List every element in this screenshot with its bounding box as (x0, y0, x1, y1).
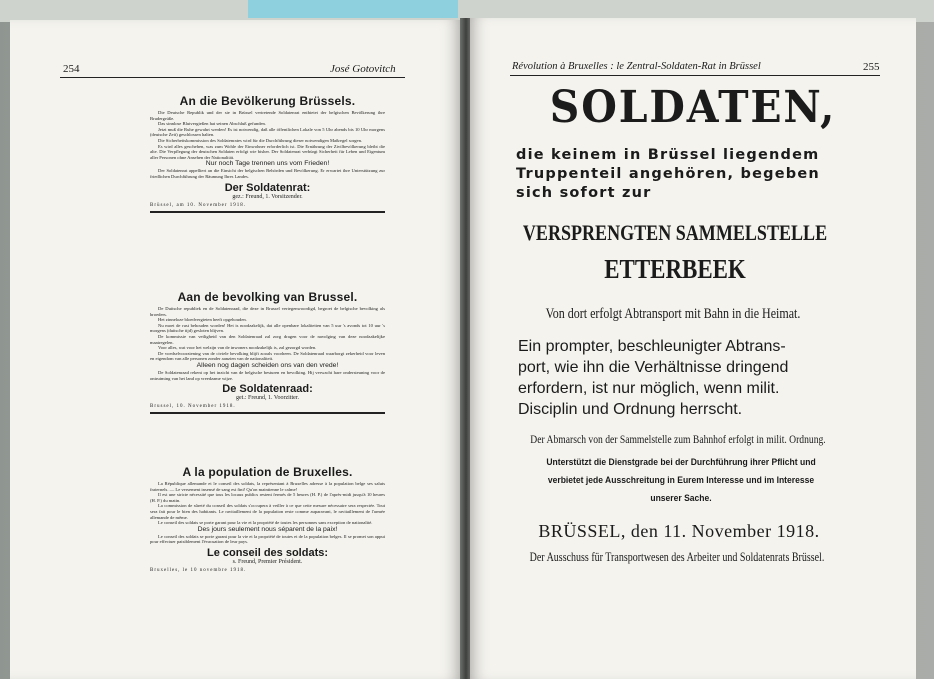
proclamation-body (150, 481, 385, 545)
proclamation-closing: De Soldatenraad rekent op het inzicht van de belgische besturen en bevolking. Hij verwacht hare ondersteuning voor de ontruiming van het land op vreedzame wijze. (150, 369, 385, 381)
proclamation-signature: Der Soldatenrat: (224, 181, 311, 194)
proclamation-title: Aan de bevolking van Brussel. (177, 290, 358, 304)
poster-committee-line: Der Ausschuss für Transportwesen des Arbeiter und Soldatenrats Brüssel. (529, 550, 825, 564)
poster-subtitle-line: Truppenteil angehören, begeben (516, 166, 820, 182)
poster-support-line: unserer Sache. (650, 493, 712, 504)
poster-place-line-2: ETTERBEEK (604, 254, 746, 284)
proclamation-separator (150, 211, 385, 213)
proclamation-paragraph: Het zinneloze bloedvergieten heeft opgehouden. (158, 317, 247, 323)
poster-transport-line: Von dort erfolgt Abtransport mit Bahn in die Heimat. (545, 306, 801, 322)
proclamation-paragraph: De Duitsche republiek en de Soldatenraad, die deze in Brussel vertegenwoordigd, begroet de belgische bevolking als broeders. (150, 306, 385, 317)
proclamation-paragraph: Le conseil des soldats se porte garant pour la vie et la propriété de toutes les personnes sans exception de nationalité. (158, 520, 373, 526)
right-page (470, 18, 916, 679)
proclamation-highlight: Alleen nog dagen scheiden ons van den vrede! (196, 361, 339, 369)
proclamation-title: An die Bevölkerung Brüssels. (179, 94, 356, 108)
proclamation-signatory: gez.: Freund, 1. Vorsitzender. (232, 193, 303, 200)
proclamation-highlight: Nur noch Tage trennen uns vom Frieden! (205, 160, 330, 168)
poster-title: SOLDATEN, (549, 82, 837, 133)
proclamation-place-date: Bruxelles, le 10 novembre 1918. (150, 567, 247, 573)
proclamation-signatory: s. Freund, Premier Président. (232, 558, 303, 565)
proclamation-closing: Le conseil des soldats se porte garant pour la vie et la propriété de toutes et de la population belges. Il se promet son appui pour effectuer paisiblement l'évacuation de leur pays. (150, 533, 385, 545)
left-header-rule (60, 77, 405, 78)
proclamation-paragraph: Voor alles, wat voor het welzijn van de inwoners noodzakelijk is, zal gezorgd worden. (158, 345, 317, 351)
proclamation-paragraph: Jetzt muß die Ruhe gewahrt werden! Es ist notwendig, daß alle öffentlichen Lokale von 5 Uhr abends bis 10 Uhr morgens (deutsche Zeit) geschlossen halten. (150, 126, 385, 138)
proclamation-paragraph: Nu moet de rust behouden worden! Het is noodzakelijk, dat alle openbare lokaliteiten van 5 uur 's avonds tot 10 uur 's morgens (duitsche tijd) gesloten blijven. (150, 322, 385, 334)
proclamation-paragraph: Es wird alles geschehen, was zum Wohle der Einwohner erforderlich ist. Die Ernährung der Zivilbevölkerung bleibt die alte. Die Verpflegung der deutschen Soldaten erfolgt wie bisher. Der Soldatenrat verbürgt Sicherheit für Leben und Eigentum aller Personen ohne Ansehen der Nationalität. (150, 143, 385, 160)
left-page-number: 254 (63, 63, 80, 75)
proclamation-paragraph: La commission de sûreté du conseil des soldats s'occupera à veiller à ce que cette mesure nécessaire sera respectée. Tout sera fait pour le bien des habitants. Le ravitaillement de la population reste comme auparavant, le ravitaillement de l'armée allemande de même. (150, 503, 385, 520)
poster-main-line: port, wie ihn die Verhältnisse dringend (518, 359, 789, 376)
right-running-head: Révolution à Bruxelles : le Zentral-Soldaten-Rat in Brüssel (512, 61, 761, 72)
proclamation-place-date: Brussel, 10. November 1918. (150, 404, 236, 410)
proclamation-body (150, 306, 385, 381)
proclamation-paragraph: De kommissie van veiligheid van den Soldatenraad zal zorg dragen voor de navolging van deze noodzakelijke maatregelen. (150, 333, 385, 345)
proclamation-signatory: get.: Freund, 1. Voorzitter. (236, 395, 299, 402)
proclamation-paragraph: Das sinnlose Blutvergießen hat seinen Abschluß gefunden. (158, 121, 266, 127)
proclamation-signature: De Soldatenraad: (222, 383, 313, 396)
proclamation-body (150, 110, 385, 180)
proclamation-paragraph: Die Sicherheitskommission des Soldatenrates wird für die Durchführung dieser notwendigen Maßregel sorgen. (158, 137, 363, 143)
poster-support-line: verbietet jede Ausschreitung in Eurem Interesse und im Interesse (547, 475, 815, 486)
poster-support-line: Unterstützt die Dienstgrade bei der Durchführung ihrer Pflicht und (546, 457, 816, 468)
poster-place-line-1: VERSPRENGTEN SAMMELSTELLE (522, 220, 828, 245)
proclamation-dutch (150, 290, 385, 414)
proclamation-title: A la population de Bruxelles. (182, 465, 353, 479)
proclamation-highlight: Des jours seulement nous séparent de la paix! (197, 525, 338, 533)
left-running-head: José Gotovitch (330, 63, 396, 75)
poster-subtitle-line: die keinem in Brüssel liegendem (516, 147, 820, 163)
proclamation-closing: Der Soldatenrat appelliert an die Einsicht der belgischen Behörden und Bevölkerung. Er erwartet ihre Unterstützung zur friedlichen Durchführung der Räumung Ihres Landes. (150, 168, 385, 179)
proclamation-paragraph: La République allemande et le conseil des soldats, la représentant à Bruxelles adresse à la population belge ses saluts fraternels. — Le versement insensé de sang est fini! Qu'on maintienne le calme! (150, 481, 385, 492)
poster-main-line: erfordern, ist nur möglich, wenn milit. (518, 380, 780, 397)
poster-main-line: Ein prompter, beschleunigter Abtrans- (518, 338, 786, 355)
right-page-number: 255 (863, 61, 880, 73)
poster-march-line: Der Abmarsch von der Sammelstelle zum Bahnhof erfolgt in milit. Ordnung. (530, 432, 826, 446)
poster-date-line: BRÜSSEL, den 11. November 1918. (538, 521, 820, 541)
proclamation-french (150, 465, 385, 573)
proclamation-paragraph: De voedselvoorziening van de civiele bevolking blijft zooals voorheen. De Soldatenraad waarborgt zekerheid voor leven en eigendom van alle personen zonder aanzien van de nationaliteit. (150, 350, 385, 362)
proclamation-place-date: Brüssel, am 10. November 1918. (150, 202, 246, 208)
poster-subtitle-line: sich sofort zur (516, 185, 652, 201)
proclamation-separator (150, 412, 385, 414)
proclamation-german (150, 94, 385, 213)
left-page (10, 20, 462, 679)
proclamation-paragraph: Il est une stricte nécessité que tous les locaux publics restent fermés de 5 heures (H. P.) de l'après-midi jusqu'à 10 heures (H. P.) du matin. (150, 492, 385, 503)
right-header-rule (510, 75, 880, 76)
poster-main-line: Disciplin und Ordnung herrscht. (518, 401, 743, 418)
proclamation-paragraph: Die Deutsche Republik und der sie in Brüssel vertretende Soldatenrat entbietet der belgischen Bevölkerung ihre Brudergrüße. (150, 110, 385, 121)
proclamation-signature: Le conseil des soldats: (206, 546, 329, 559)
blue-bookmark-tab (248, 0, 458, 18)
